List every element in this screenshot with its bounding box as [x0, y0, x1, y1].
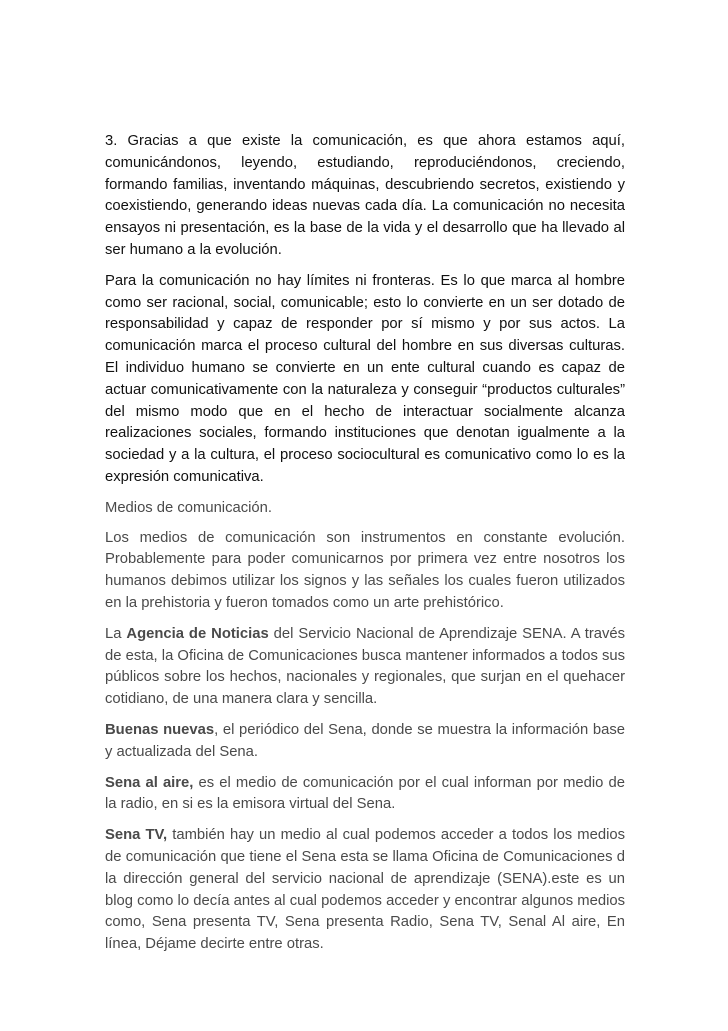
document-body — [105, 131, 625, 965]
paragraph-limites-fronteras: Para la comunicación no hay límites ni fronteras. Es lo que marca al hombre como ser racional, social, comunicable; esto lo convierte en un ser dotado de responsabilidad y capaz de responder por sí mismo y por sus actos. La comunicación marca el proceso cultural del hombre en sus diversas culturas. El individuo humano se convierte en un ente cultural cuando es capaz de actuar comunicativamente con la naturaleza y conseguir “productos culturales” del mismo modo que en el hecho de interactuar socialmente alcanza realizaciones sociales, formando instituciones que denotan igualmente a la sociedad y a la cultura, el proceso sociocultural es comunicativo como lo es la expresión comunicativa. — [105, 272, 625, 485]
agencia-noticias-bold: Agencia de Noticias — [126, 625, 269, 642]
agencia-post-text: del Servicio Nacional de Aprendizaje SENA. A través de esta, la Oficina de Comunicaciones busca mantener informados a todos sus públicos sobre los hechos, nacionales y regionales, que surjan en el quehacer cotidiano, de una manera clara y sencilla. — [105, 625, 625, 708]
section-heading-medios: Medios de comunicación. — [105, 499, 272, 516]
sena-tv-text: también hay un medio al cual podemos acceder a todos los medios de comunicación que tiene el Sena esta se llama Oficina de Comunicaciones d la dirección general del servicio nacional de aprendizaje (SENA).este es un blog como lo decía antes al cual podemos acceder y encontrar algunos medios como, Sena presenta TV, Sena presenta Radio, Sena TV, Senal Al aire, En línea, Déjame decirte entre otras. — [105, 827, 626, 953]
buenas-nuevas-bold: Buenas nuevas — [105, 721, 215, 738]
paragraph-agencia-noticias — [105, 624, 625, 711]
paragraph-sena-al-aire — [105, 773, 625, 817]
paragraph-buenas-nuevas — [105, 720, 625, 764]
paragraph-medios-evolucion: Los medios de comunicación son instrumentos en constante evolución. Probablemente para poder comunicarnos por primera vez entre nosotros los humanos debimos utilizar los signos y las señales los cuales fueron utilizados en la prehistoria y fueron tomados como un arte prehistórico. — [105, 529, 625, 611]
sena-al-aire-text: es el medio de comunicación por el cual informan por medio de la radio, en si es la emisora virtual del Sena. — [105, 774, 625, 813]
sena-al-aire-bold: Sena al aire, — [105, 774, 194, 791]
paragraph-gracias-comunicacion: 3. Gracias a que existe la comunicación, es que ahora estamos aquí, comunicándonos, leyendo, estudiando, reproduciéndonos, creciendo, formando familias, inventando máquinas, descubriendo secretos, existiendo y coexistiendo, generando ideas nuevas cada día. La comunicación no necesita ensayos ni presentación, es la base de la vida y el desarrollo que ha llevado al ser humano a la evolución. — [105, 133, 625, 258]
paragraph-sena-tv — [105, 825, 625, 956]
sena-tv-bold: Sena TV, — [105, 827, 168, 844]
agencia-pre-text: La — [105, 625, 127, 642]
buenas-nuevas-text: , el periódico del Sena, donde se muestra la información base y actualizada del Sena. — [105, 721, 626, 760]
